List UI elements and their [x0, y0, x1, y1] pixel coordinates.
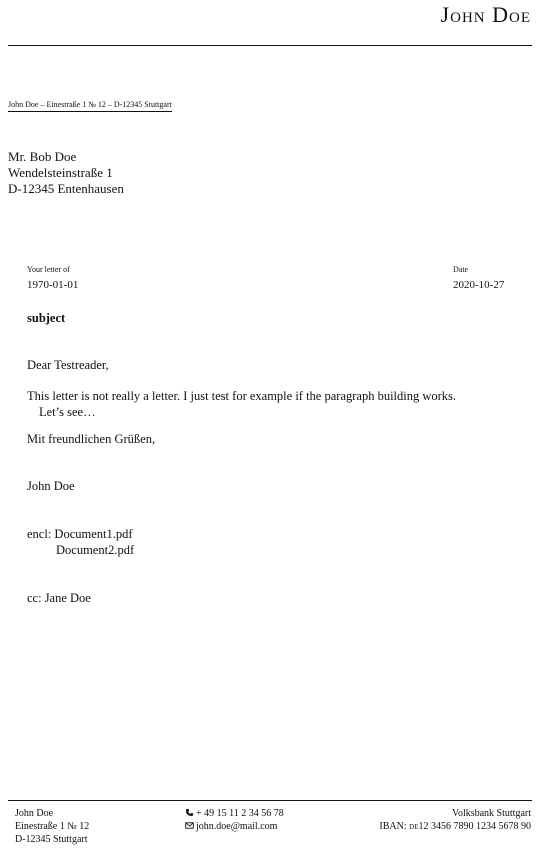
- footer-divider: [8, 800, 532, 801]
- footer-bank: [379, 807, 531, 833]
- sender-name: John Doe: [440, 2, 531, 27]
- date-value: 2020-10-27: [453, 279, 505, 291]
- paragraph-line: This letter is not really a letter. I just test for example if the paragraph building works.: [27, 389, 457, 403]
- footer-bank-name: Volksbank Stuttgart: [452, 808, 531, 819]
- footer-phone: + 49 15 11 2 34 56 78: [196, 808, 284, 819]
- footer-address-line: D-12345 Stuttgart: [15, 834, 88, 845]
- header-divider: [8, 45, 532, 46]
- enclosures: [27, 526, 134, 558]
- recipient-address: [8, 149, 124, 197]
- enclosure-item: Document2.pdf: [56, 543, 135, 557]
- closing: Mit freundlichen Grüßen,: [27, 432, 156, 446]
- recipient-name: Mr. Bob Doe: [8, 149, 77, 164]
- date-label: Date: [453, 265, 469, 274]
- footer-iban: de12 3456 7890 1234 5678 90: [409, 821, 531, 832]
- subject-line: subject: [27, 311, 66, 325]
- salutation: Dear Testreader,: [27, 358, 109, 372]
- footer-iban-label: IBAN:: [379, 821, 407, 832]
- footer-address-line: John Doe: [15, 808, 54, 819]
- your-letter-value: 1970-01-01: [27, 279, 79, 291]
- paragraph-line: Let’s see…: [39, 405, 96, 419]
- footer-contact: [185, 807, 284, 833]
- cc-line: cc: Jane Doe: [27, 591, 91, 605]
- your-letter-label: Your letter of: [27, 265, 70, 274]
- footer-address-line: Einestraße 1 № 12: [15, 821, 90, 832]
- enclosure-item: Document1.pdf: [54, 527, 133, 541]
- letter-paragraph: [27, 388, 527, 420]
- enclosures-label: encl:: [27, 527, 52, 541]
- footer-email: john.doe@mail.com: [196, 821, 278, 832]
- footer-address: [15, 807, 89, 846]
- phone-icon: [185, 808, 194, 817]
- recipient-city: D-12345 Entenhausen: [8, 181, 124, 196]
- return-address: John Doe – Einestraße 1 № 12 – D-12345 Stuttgart: [8, 100, 172, 112]
- signature: John Doe: [27, 479, 75, 493]
- envelope-icon: [185, 821, 194, 830]
- recipient-street: Wendelsteinstraße 1: [8, 165, 113, 180]
